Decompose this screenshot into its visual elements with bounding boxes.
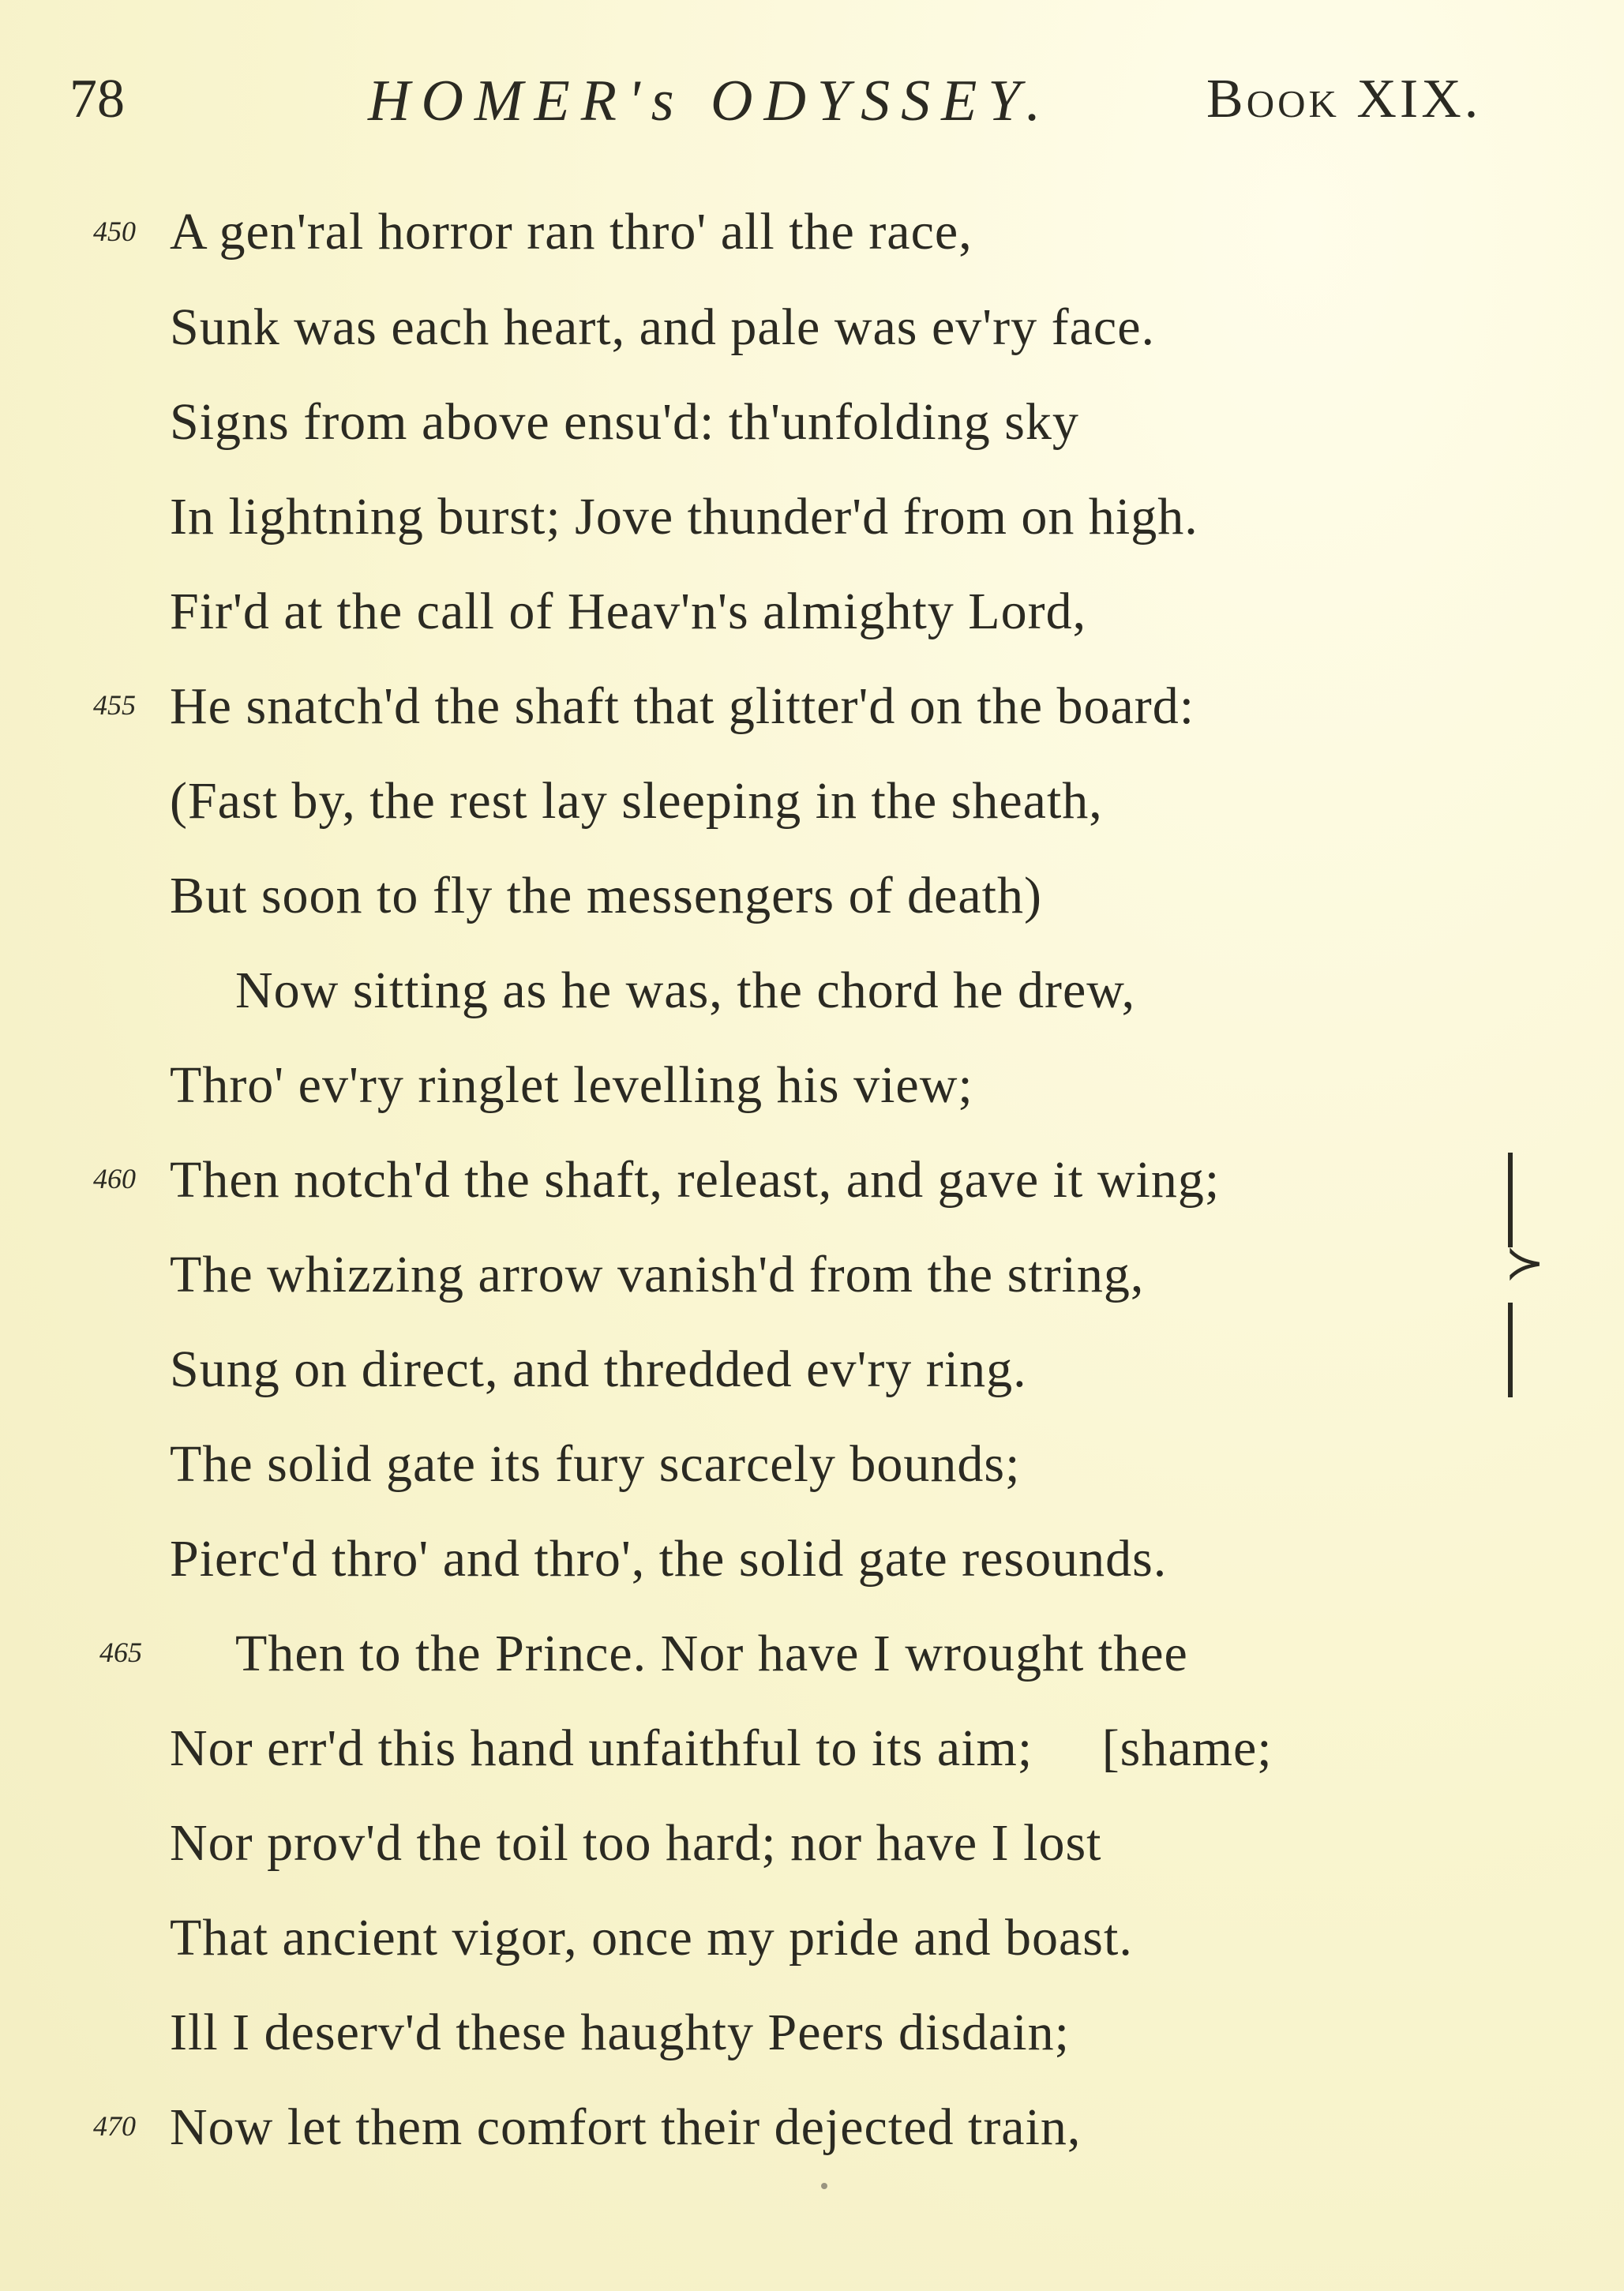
verse-line: That ancient vigor, once my pride and boast. — [170, 1909, 1133, 1967]
verse-line: Fir'd at the call of Heav'n's almighty Lord, — [170, 583, 1087, 640]
verse-line: Signs from above ensu'd: th'unfolding sky — [170, 393, 1079, 451]
verse-line: He snatch'd the shaft that glitter'd on the board: — [170, 677, 1195, 735]
bracket-lower-stroke — [1508, 1303, 1513, 1397]
page-number: 78 — [69, 69, 125, 129]
bracket-upper-stroke — [1508, 1153, 1513, 1247]
verse-line: Thro' ev'ry ringlet levelling his view; — [170, 1056, 973, 1114]
paper-speck — [821, 2183, 827, 2189]
verse-line: Pierc'd thro' and thro', the solid gate resounds. — [170, 1530, 1168, 1588]
verse-line: The whizzing arrow vanish'd from the string, — [170, 1246, 1145, 1303]
verse-line: A gen'ral horror ran thro' all the race, — [170, 203, 973, 261]
verse-line: Sunk was each heart, and pale was ev'ry face. — [170, 298, 1156, 356]
line-number: 470 — [93, 2110, 136, 2142]
line-number: 460 — [93, 1163, 136, 1194]
verse-line: Now sitting as he was, the chord he drew, — [235, 962, 1136, 1019]
verse-line: Nor err'd this hand unfaithful to its aim; [shame; — [170, 1719, 1273, 1777]
book-label — [1206, 68, 1481, 131]
bracket-point: ≻ — [1505, 1237, 1545, 1289]
verse-line: Then to the Prince. Nor have I wrought thee — [235, 1625, 1188, 1682]
triplet-bracket — [1500, 1137, 1545, 1397]
verse-line: In lightning burst; Jove thunder'd from on high. — [170, 488, 1198, 546]
book-word: Book — [1206, 69, 1340, 129]
verse-line: (Fast by, the rest lay sleeping in the sheath, — [170, 772, 1103, 830]
verse-line: The solid gate its fury scarcely bounds; — [170, 1435, 1021, 1493]
line-number: 465 — [99, 1637, 142, 1668]
verse-line: But soon to fly the messengers of death) — [170, 867, 1042, 924]
verse-line: Ill I deserv'd these haughty Peers disdain; — [170, 2004, 1070, 2061]
line-number: 450 — [93, 216, 136, 247]
running-title: HOMER's ODYSSEY. — [368, 69, 1052, 133]
line-number: 455 — [93, 689, 136, 721]
verse-line: Now let them comfort their dejected train, — [170, 2098, 1082, 2156]
book-numeral: XIX. — [1356, 69, 1482, 129]
verse-line: Sung on direct, and thredded ev'ry ring. — [170, 1340, 1027, 1398]
verse-line: Nor prov'd the toil too hard; nor have I lost — [170, 1814, 1102, 1872]
verse-line: Then notch'd the shaft, releast, and gave it wing; — [170, 1151, 1221, 1209]
page-header — [69, 68, 1554, 139]
